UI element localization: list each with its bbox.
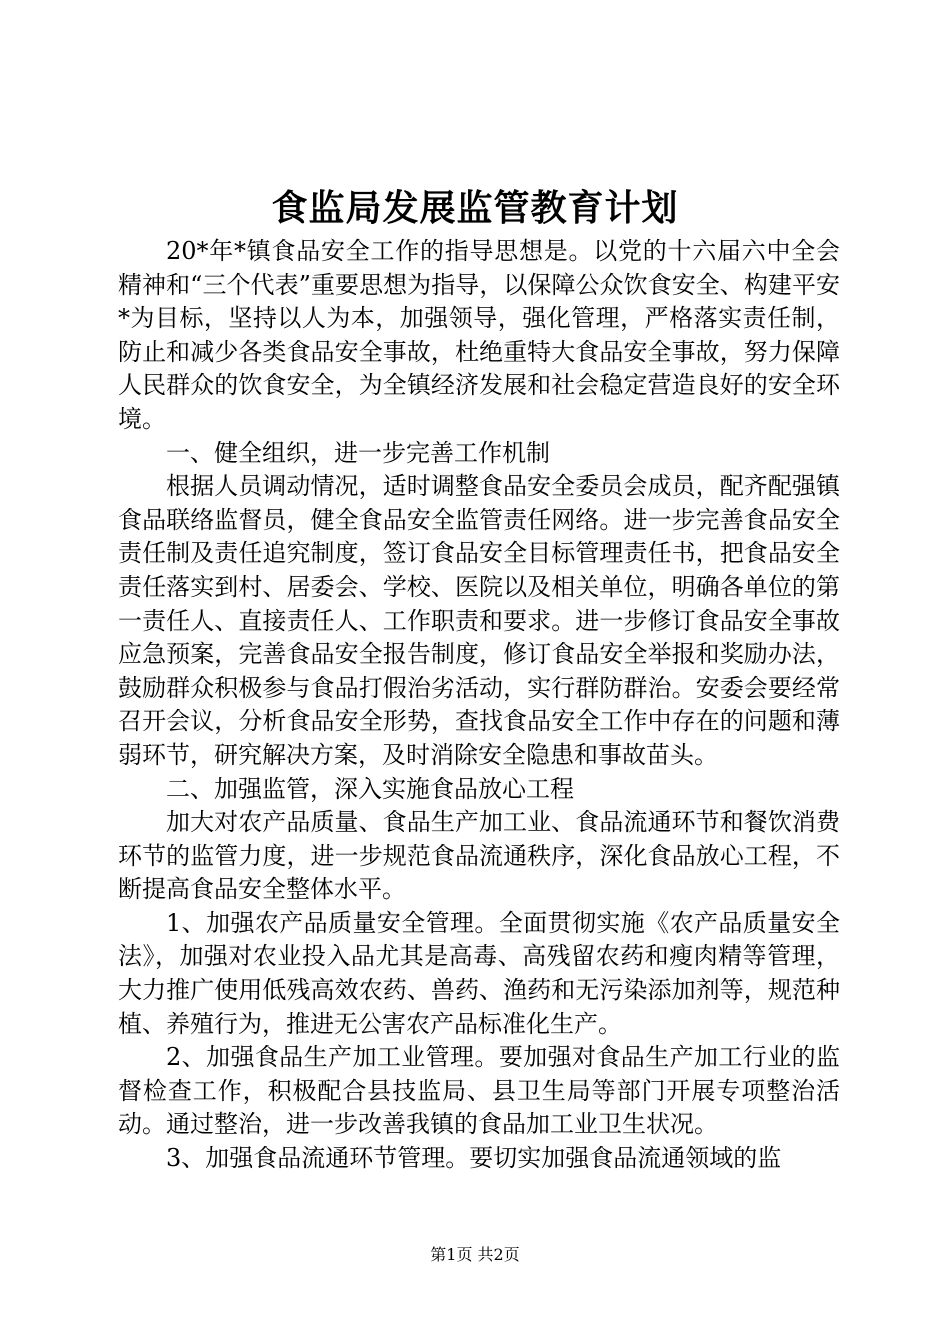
- paragraph-item-1: 1、加强农产品质量安全管理。全面贯彻实施《农产品质量安全法》，加强对农业投入品尤其是高毒、高残留农药和瘦肉精等管理，大力推广使用低残高效农药、兽药、渔药和无污染添加剂等，规范种植、养殖行为，推进无公害农产品标准化生产。: [118, 908, 840, 1038]
- document-title: 食监局发展监管教育计划: [271, 187, 679, 229]
- section-heading-2: 二、加强监管，深入实施食品放心工程: [166, 774, 574, 803]
- paragraph-organization: 根据人员调动情况，适时调整食品安全委员会成员，配齐配强镇食品联络监督员，健全食品安全监管责任网络。进一步完善食品安全责任制及责任追究制度，签订食品安全目标管理责任书，把食品安全责任落实到村、居委会、学校、医院以及相关单位，明确各单位的第一责任人、直接责任人、工作职责和要求。进一步修订食品安全事故应急预案，完善食品安全报告制度，修订食品安全举报和奖励办法，鼓励群众积极参与食品打假治劣活动，实行群防群治。安委会要经常召开会议，分析食品安全形势，查找食品安全工作中存在的问题和薄弱环节，研究解决方案，及时消除安全隐患和事故苗头。: [118, 472, 840, 769]
- paragraph-item-2: 2、加强食品生产加工业管理。要加强对食品生产加工行业的监督检查工作，积极配合县技监局、县卫生局等部门开展专项整治活动。通过整治，进一步改善我镇的食品加工业卫生状况。: [118, 1043, 840, 1139]
- document-body: [118, 235, 840, 1176]
- section-heading-1: 一、健全组织，进一步完善工作机制: [166, 438, 550, 467]
- paragraph-item-3: 3、加强食品流通环节管理。要切实加强食品流通领域的监: [166, 1144, 782, 1173]
- paragraph-supervision-intro: 加大对农产品质量、食品生产加工业、食品流通环节和餐饮消费环节的监管力度，进一步规范食品流通秩序，深化食品放心工程，不断提高食品安全整体水平。: [118, 808, 840, 904]
- page-footer: 第1页 共2页: [430, 1245, 520, 1264]
- paragraph-guiding-ideology: 20*年*镇食品安全工作的指导思想是。以党的十六届六中全会精神和“三个代表”重要思想为指导，以保障公众饮食安全、构建平安*为目标，坚持以人为本，加强领导，强化管理，严格落实责任制，防止和减少各类食品安全事故，杜绝重特大食品安全事故，努力保障人民群众的饮食安全，为全镇经济发展和社会稳定营造良好的安全环境。: [118, 237, 840, 433]
